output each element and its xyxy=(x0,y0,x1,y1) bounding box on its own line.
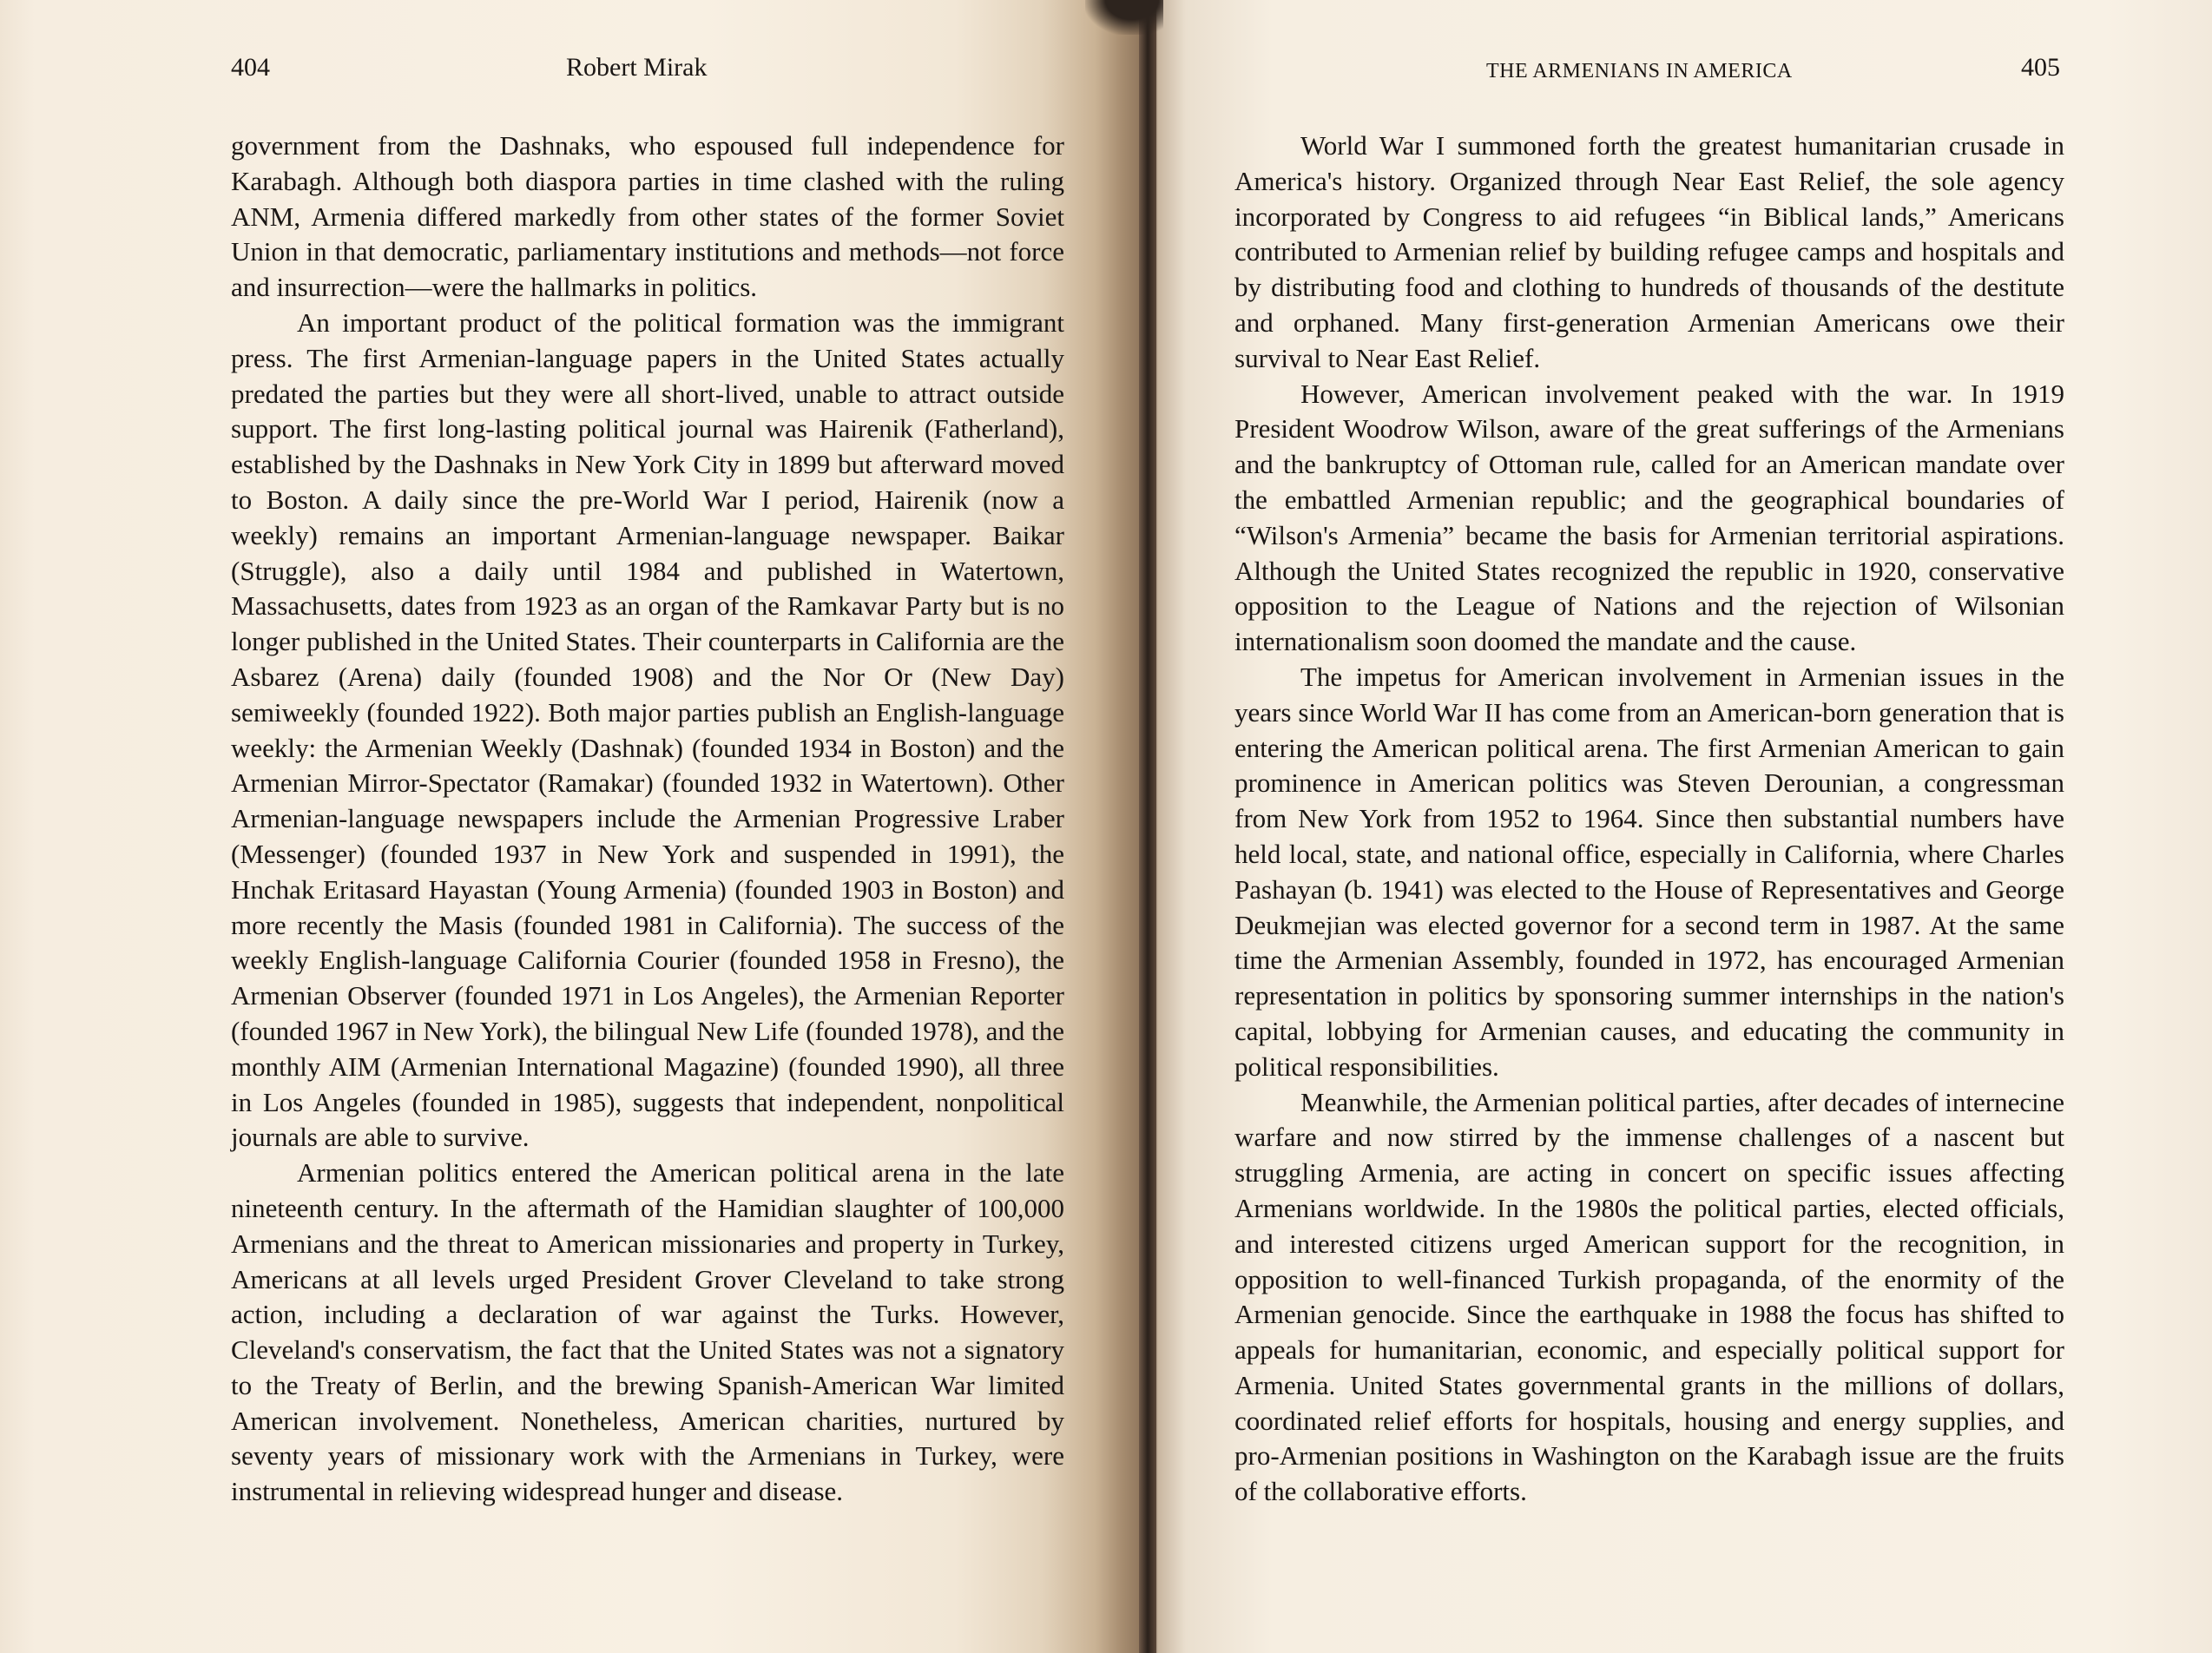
paragraph: World War I summoned forth the greatest humanitarian crusade in America's history. Organized through Near East Relief, the sole agency incorporated by Congress to aid refugees “in Biblical lands,” Americans contributed to Armenian relief by building refugee camps and hospitals and by distributing food and clothing to hundreds of thousands of the destitute and orphaned. Many first-generation Armenian Americans owe their survival to Near East Relief. xyxy=(1234,130,2064,373)
paragraph: However, American involvement peaked with the war. In 1919 President Woodrow Wilson, aware of the great sufferings of the Armenians and the bankruptcy of Ottoman rule, called for an American mandate over the embattled Armenian republic; and the geographical boundaries of “Wilson's Armenia” became the basis for Armenian territorial aspirations. Although the United States recognized the republic in 1920, conservative opposition to the League of Nations and the rejection of Wilsonian internationalism soon doomed the mandate and the cause. xyxy=(1234,378,2064,657)
page-number-right: 405 xyxy=(2021,53,2060,82)
book-gutter xyxy=(1139,0,1156,1653)
paragraph: government from the Dashnaks, who espoused full independence for Karabagh. Although both diaspora parties in time clashed with the ruling ANM, Armenia differed markedly from other states of the former Soviet Union in that democratic, parliamentary institutions and methods—not force and insurrection—were the hallmarks in politics. xyxy=(231,130,1064,303)
running-head-left: Robert Mirak xyxy=(566,53,708,82)
right-page xyxy=(1151,0,2212,1653)
page-number-left: 404 xyxy=(231,53,270,82)
right-page-body xyxy=(1234,128,2064,1510)
paragraph: An important product of the political formation was the immigrant press. The first Armenian-language papers in the United States actually predated the parties but they were all short-lived, unable to attract outside support. The first long-lasting political journal was Hairenik (Fatherland), established by the Dashnaks in New York City in 1899 but afterward moved to Boston. A daily since the pre-World War I period, Hairenik (now a weekly) remains an important Armenian-language newspaper. Baikar (Struggle), also a daily until 1984 and published in Watertown, Massachusetts, dates from 1923 as an organ of the Ramkavar Party but is no longer published in the United States. Their counterparts in California are the Asbarez (Arena) daily (founded 1908) and the Nor Or (New Day) semiweekly (founded 1922). Both major parties publish an English-language weekly: the Armenian Weekly (Dashnak) (founded 1934 in Boston) and the Armenian Mirror-Spectator (Ramakar) (founded 1932 in Watertown). Other Armenian-language newspapers include the Armenian Progressive Lraber (Messenger) (founded 1937 in New York and suspended in 1991), the Hnchak Eritasard Hayastan (Young Armenia) (founded 1903 in Boston) and more recently the Masis (founded 1981 in California). The success of the weekly English-language California Courier (founded 1958 in Fresno), the Armenian Observer (founded 1971 in Los Angeles), the Armenian Reporter (founded 1967 in New York), the bilingual New Life (founded 1978), and the monthly AIM (Armenian International Magazine) (founded 1990), all three in Los Angeles (founded in 1985), suggests that independent, nonpolitical journals are able to survive. xyxy=(231,306,1064,1153)
paragraph: The impetus for American involvement in Armenian issues in the years since World War II has come from an American-born generation that is entering the American political arena. The first Armenian American to gain prominence in American politics was Steven Derounian, a congressman from New York from 1952 to 1964. Since then substantial numbers have held local, state, and national office, especially in California, where Charles Pashayan (b. 1941) was elected to the House of Representatives and George Deukmejian was elected governor for a second term in 1987. At the same time the Armenian Assembly, founded in 1972, has encouraged Armenian representation in politics by sponsoring summer internships in the nation's capital, lobbying for Armenian causes, and educating the community in political responsibilities. xyxy=(1234,661,2064,1082)
paragraph: Armenian politics entered the American political arena in the late nineteenth century. In the aftermath of the Hamidian slaughter of 100,000 Armenians and the threat to American missionaries and property in Turkey, Americans at all levels urged President Grover Cleveland to take strong action, including a declaration of war against the Turks. However, Cleveland's conservatism, the fact that the United States was not a signatory to the Treaty of Berlin, and the brewing Spanish-American War limited American involvement. Nonetheless, American charities, nurtured by seventy years of missionary work with the Armenians in Turkey, were instrumental in relieving widespread hunger and disease. xyxy=(231,1157,1064,1507)
spine-shadow xyxy=(1085,0,1163,35)
running-head-right: THE ARMENIANS IN AMERICA xyxy=(1486,60,1793,82)
left-page-body xyxy=(231,128,1064,1510)
paragraph: Meanwhile, the Armenian political parties, after decades of internecine warfare and now stirred by the immense challenges of a nascent but struggling Armenia, are acting in concert on specific issues affecting Armenians worldwide. In the 1980s the political parties, elected officials, and interested citizens urged American support for the recognition, in opposition to well-financed Turkish propaganda, of the enormity of the Armenian genocide. Since the earthquake in 1988 the focus has shifted to appeals for humanitarian, economic, and especially political support for Armenia. United States governmental grants in the millions of dollars, coordinated relief efforts for hospitals, housing and energy supplies, and pro-Armenian positions in Washington on the Karabagh issue are the fruits of the collaborative efforts. xyxy=(1234,1086,2064,1507)
